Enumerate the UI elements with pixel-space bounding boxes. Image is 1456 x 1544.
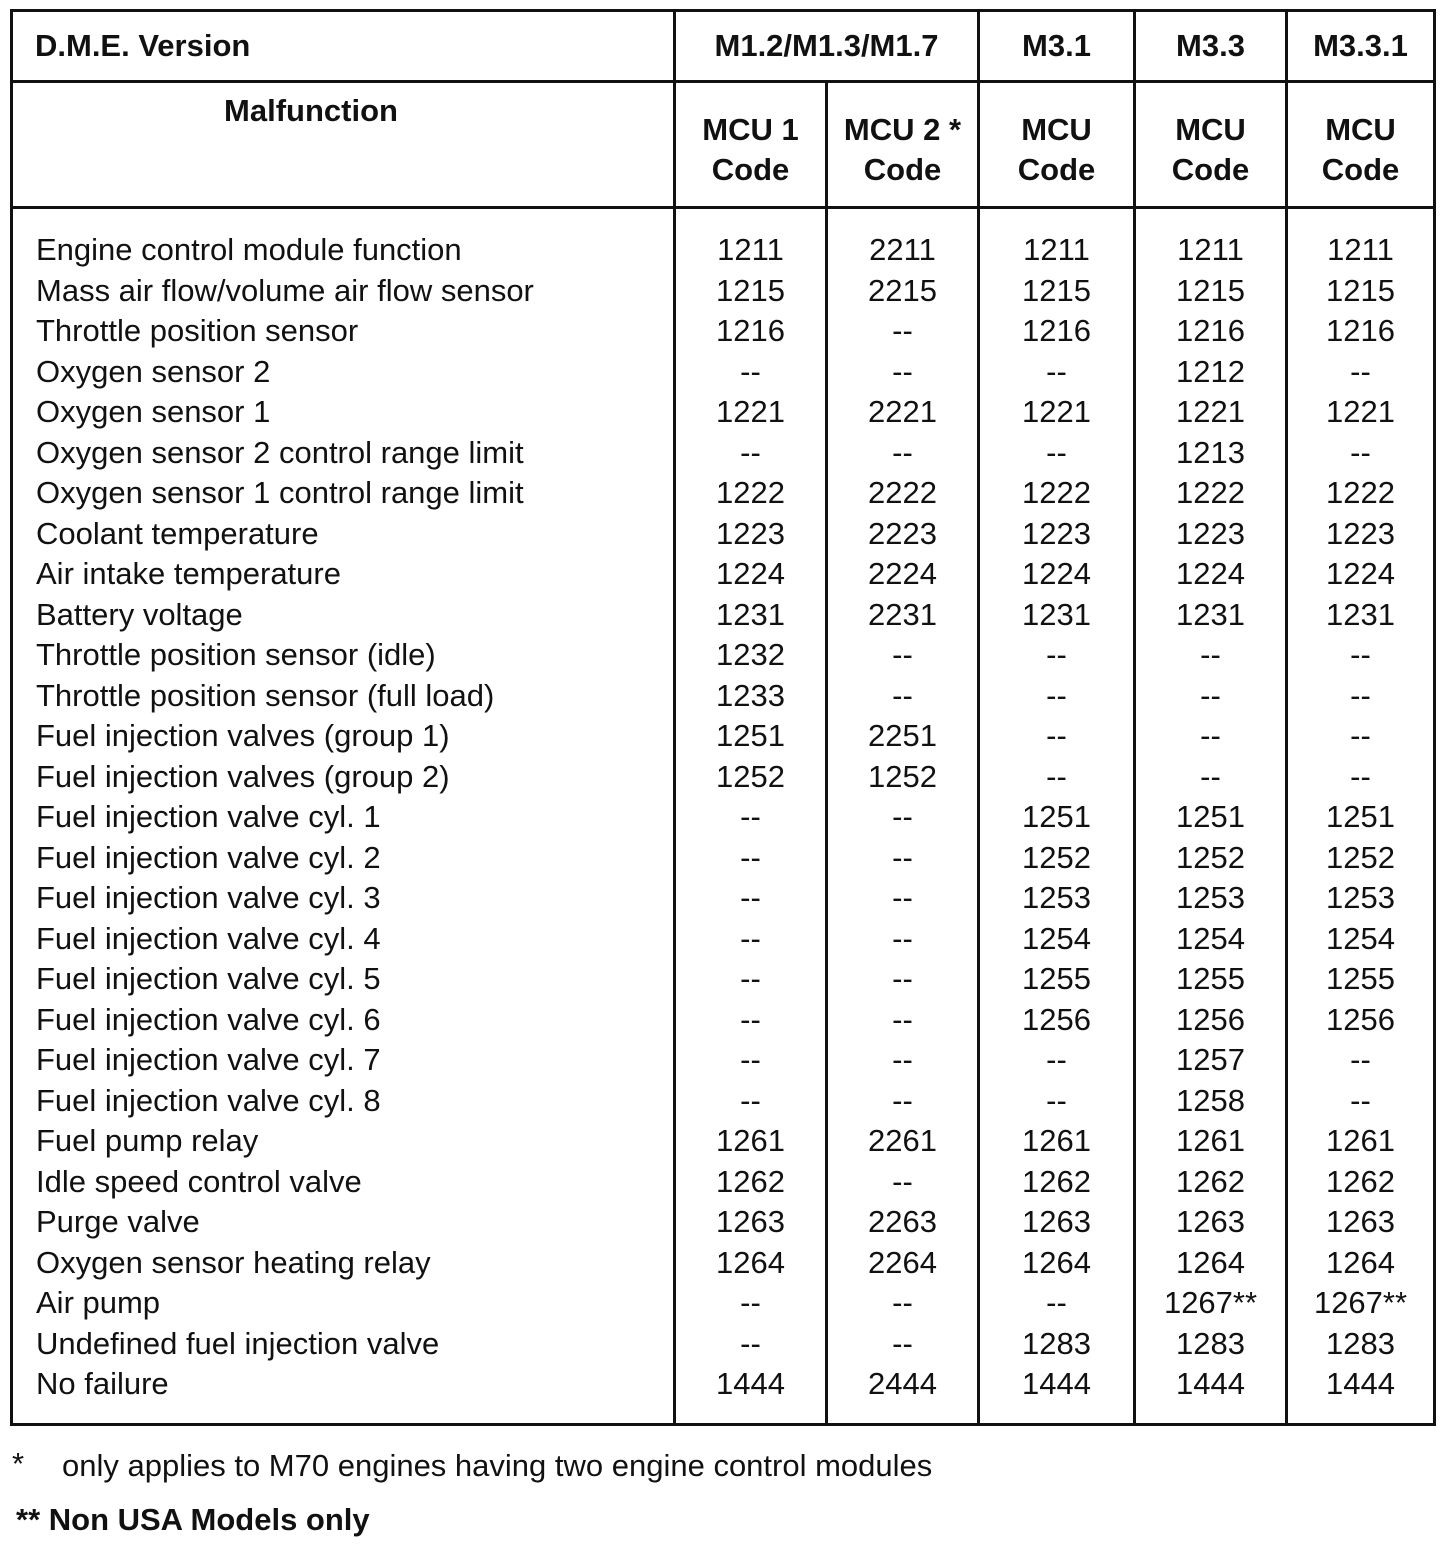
table-row <box>13 1162 1439 1203</box>
code-cell: -- <box>740 353 761 389</box>
code-cell: 1263 <box>1022 1204 1091 1239</box>
code-cell: 1264 <box>1326 1244 1395 1280</box>
malfunction-cell: Throttle position sensor (idle) <box>36 637 436 672</box>
code-cell: 1252 <box>868 758 937 794</box>
code-cell: 2211 <box>869 232 936 267</box>
malfunction-cell: Fuel injection valves (group 2) <box>36 758 450 794</box>
code-cell: -- <box>892 961 913 996</box>
table-row <box>13 352 1439 393</box>
table-row <box>13 1121 1439 1162</box>
table-row <box>13 1364 1439 1405</box>
code-cell: 2223 <box>868 515 937 551</box>
code-cell: 2221 <box>868 394 937 429</box>
table-row <box>13 635 1439 676</box>
code-cell: -- <box>740 839 761 875</box>
code-cell: 2222 <box>868 475 937 510</box>
code-cell: 2251 <box>868 718 937 753</box>
code-cell: -- <box>892 637 913 672</box>
table-row <box>13 838 1439 879</box>
table-row <box>13 554 1439 595</box>
code-cell: -- <box>740 1285 761 1320</box>
code-cell: 1211 <box>1177 232 1244 267</box>
table-row <box>13 716 1439 757</box>
subheader-line2: Code <box>1171 152 1250 187</box>
table-row <box>13 311 1439 352</box>
code-cell: -- <box>1350 758 1371 794</box>
table-row <box>13 919 1439 960</box>
malfunction-cell: No failure <box>36 1366 169 1401</box>
table-row <box>13 271 1439 312</box>
table-row <box>13 1202 1439 1243</box>
table-row <box>13 1000 1439 1041</box>
subheader-line1: MCU <box>1175 112 1246 147</box>
code-cell: 1215 <box>716 272 785 308</box>
code-cell: 1231 <box>716 596 785 632</box>
code-cell: 1211 <box>1327 232 1394 267</box>
code-cell: -- <box>1350 718 1371 753</box>
table-row <box>13 473 1439 514</box>
code-cell: -- <box>1350 1042 1371 1077</box>
code-cell: -- <box>1046 1082 1067 1118</box>
code-cell: 1261 <box>716 1123 785 1158</box>
dme-code-table <box>10 9 1436 1426</box>
code-cell: -- <box>892 880 913 915</box>
table-row <box>13 230 1439 271</box>
code-cell: 1231 <box>1022 596 1091 632</box>
malfunction-cell: Fuel injection valve cyl. 1 <box>36 799 381 834</box>
code-cell: 1215 <box>1176 272 1245 308</box>
code-cell: 1261 <box>1326 1123 1395 1158</box>
code-cell: 1444 <box>1022 1366 1091 1401</box>
code-cell: 1444 <box>716 1366 785 1401</box>
code-cell: -- <box>1046 758 1067 794</box>
code-cell: 1252 <box>1326 839 1395 875</box>
code-cell: -- <box>1350 637 1371 672</box>
table-row <box>13 392 1439 433</box>
code-cell: 2264 <box>868 1244 937 1280</box>
code-cell: 1221 <box>1326 394 1395 429</box>
code-cell: -- <box>1200 637 1221 672</box>
code-cell: 1216 <box>1176 313 1245 348</box>
malfunction-cell: Oxygen sensor 1 control range limit <box>36 475 524 510</box>
malfunction-cell: Oxygen sensor 1 <box>36 394 271 429</box>
code-cell: 2215 <box>868 272 937 308</box>
code-cell: 1251 <box>1022 799 1091 834</box>
code-cell: 1256 <box>1022 1001 1091 1037</box>
subheader-mcu1 <box>676 108 825 192</box>
code-cell: -- <box>740 1042 761 1077</box>
subheader-m331 <box>1288 108 1433 192</box>
code-cell: -- <box>740 1082 761 1118</box>
version-m1: M1.2/M1.3/M1.7 <box>714 28 939 63</box>
code-cell: 1251 <box>1176 799 1245 834</box>
code-cell: 1254 <box>1326 920 1395 956</box>
malfunction-cell: Purge valve <box>36 1204 200 1239</box>
code-cell: 1255 <box>1022 961 1091 996</box>
code-cell: 1231 <box>1176 596 1245 632</box>
subheader-line1: MCU <box>1021 112 1092 147</box>
code-cell: 1222 <box>1176 475 1245 510</box>
code-cell: 2444 <box>868 1366 937 1401</box>
code-cell: -- <box>740 880 761 915</box>
table-row <box>13 433 1439 474</box>
version-m331: M3.3.1 <box>1313 28 1408 63</box>
header-rule-2 <box>13 206 1433 209</box>
malfunction-cell: Undefined fuel injection valve <box>36 1325 440 1361</box>
code-cell: 1216 <box>716 313 785 348</box>
code-cell: 1262 <box>716 1163 785 1199</box>
subheader-line1: MCU 2 * <box>843 112 962 147</box>
code-cell: 2231 <box>868 596 937 632</box>
code-cell: -- <box>740 961 761 996</box>
code-cell: 1255 <box>1326 961 1395 996</box>
header-rule-1 <box>13 80 1433 83</box>
code-cell: 1444 <box>1176 1366 1245 1401</box>
malfunction-cell: Air intake temperature <box>36 556 341 591</box>
malfunction-cell: Throttle position sensor <box>36 313 359 348</box>
code-cell: -- <box>892 677 913 713</box>
table-row <box>13 797 1439 838</box>
subheader-m33 <box>1136 108 1285 192</box>
subheader-mcu2 <box>828 108 977 192</box>
code-cell: -- <box>1350 353 1371 389</box>
code-cell: -- <box>892 1082 913 1118</box>
code-cell: -- <box>1046 353 1067 389</box>
table-row <box>13 1324 1439 1365</box>
footnote-1-marker: * <box>12 1446 25 1481</box>
code-cell: 1267** <box>1313 1285 1408 1320</box>
code-cell: 1252 <box>1022 839 1091 875</box>
code-cell: 1224 <box>1176 556 1245 591</box>
table-row <box>13 878 1439 919</box>
code-cell: -- <box>892 1325 913 1361</box>
code-cell: 1255 <box>1176 961 1245 996</box>
code-cell: 1232 <box>716 637 785 672</box>
code-cell: 1221 <box>1022 394 1091 429</box>
malfunction-cell: Fuel injection valve cyl. 3 <box>36 880 381 915</box>
subheader-line1: MCU <box>1325 112 1396 147</box>
malfunction-cell: Fuel injection valve cyl. 5 <box>36 961 381 996</box>
malfunction-label: Malfunction <box>224 93 398 128</box>
code-cell: 1224 <box>1326 556 1395 591</box>
code-cell: -- <box>1350 434 1371 470</box>
code-cell: 1253 <box>1326 880 1395 915</box>
malfunction-cell: Fuel injection valve cyl. 2 <box>36 839 381 875</box>
malfunction-cell: Mass air flow/volume air flow sensor <box>36 272 534 308</box>
malfunction-cell: Oxygen sensor 2 control range limit <box>36 434 524 470</box>
subheader-line2: Code <box>1017 152 1096 187</box>
code-cell: 1223 <box>1022 515 1091 551</box>
code-cell: 1256 <box>1176 1001 1245 1037</box>
code-cell: 1251 <box>716 718 785 753</box>
code-cell: -- <box>1200 677 1221 713</box>
code-cell: -- <box>1046 434 1067 470</box>
code-cell: -- <box>740 1001 761 1037</box>
malfunction-cell: Air pump <box>36 1285 161 1320</box>
code-cell: 1221 <box>716 394 785 429</box>
version-m31: M3.1 <box>1022 28 1091 63</box>
code-cell: 1263 <box>716 1204 785 1239</box>
code-cell: 1254 <box>1176 920 1245 956</box>
code-cell: -- <box>1200 718 1221 753</box>
code-cell: -- <box>740 920 761 956</box>
code-cell: 1251 <box>1326 799 1395 834</box>
code-cell: 1256 <box>1326 1001 1395 1037</box>
malfunction-cell: Battery voltage <box>36 596 243 632</box>
version-m33: M3.3 <box>1176 28 1245 63</box>
code-cell: 1216 <box>1326 313 1395 348</box>
code-cell: 1261 <box>1022 1123 1091 1158</box>
subheader-line2: Code <box>863 152 942 187</box>
code-cell: 1257 <box>1176 1042 1245 1077</box>
code-cell: 1231 <box>1326 596 1395 632</box>
code-cell: 1283 <box>1176 1325 1245 1361</box>
code-cell: 1222 <box>716 475 785 510</box>
malfunction-cell: Fuel injection valve cyl. 6 <box>36 1001 381 1037</box>
table-row <box>13 1081 1439 1122</box>
code-cell: 1222 <box>1022 475 1091 510</box>
code-cell: 1211 <box>1023 232 1090 267</box>
code-cell: 1215 <box>1326 272 1395 308</box>
code-cell: 1252 <box>1176 839 1245 875</box>
footnote-2-text: ** Non USA Models only <box>16 1502 370 1537</box>
malfunction-cell: Oxygen sensor heating relay <box>36 1244 431 1280</box>
code-cell: -- <box>892 1285 913 1320</box>
code-cell: 2261 <box>868 1123 937 1158</box>
code-cell: 2263 <box>868 1204 937 1239</box>
malfunction-cell: Fuel pump relay <box>36 1123 259 1158</box>
code-cell: 1283 <box>1022 1325 1091 1361</box>
subheader-m31 <box>980 108 1133 192</box>
code-cell: -- <box>892 799 913 834</box>
code-cell: 2224 <box>868 556 937 591</box>
code-cell: -- <box>892 313 913 348</box>
code-cell: -- <box>892 1001 913 1037</box>
code-cell: 1223 <box>1176 515 1245 551</box>
code-cell: -- <box>892 839 913 875</box>
code-cell: 1254 <box>1022 920 1091 956</box>
code-cell: 1224 <box>716 556 785 591</box>
code-cell: 1223 <box>1326 515 1395 551</box>
malfunction-cell: Fuel injection valve cyl. 7 <box>36 1042 381 1077</box>
code-cell: 1215 <box>1022 272 1091 308</box>
malfunction-cell: Fuel injection valve cyl. 4 <box>36 920 381 956</box>
code-cell: -- <box>740 799 761 834</box>
malfunction-cell: Throttle position sensor (full load) <box>36 677 495 713</box>
code-cell: 1221 <box>1176 394 1245 429</box>
code-cell: 1258 <box>1176 1082 1245 1118</box>
malfunction-cell: Fuel injection valve cyl. 8 <box>36 1082 381 1118</box>
code-cell: -- <box>1046 637 1067 672</box>
malfunction-cell: Oxygen sensor 2 <box>36 353 271 389</box>
code-cell: 1223 <box>716 515 785 551</box>
code-cell: -- <box>740 1325 761 1361</box>
table-row <box>13 1243 1439 1284</box>
code-cell: -- <box>1350 1082 1371 1118</box>
code-cell: 1264 <box>1176 1244 1245 1280</box>
code-cell: 1222 <box>1326 475 1395 510</box>
table-row <box>13 757 1439 798</box>
table-row <box>13 959 1439 1000</box>
code-cell: 1263 <box>1176 1204 1245 1239</box>
code-cell: 1262 <box>1176 1163 1245 1199</box>
code-cell: 1213 <box>1176 434 1245 470</box>
code-cell: -- <box>1350 677 1371 713</box>
dme-version-label: D.M.E. Version <box>35 28 251 63</box>
table-row <box>13 595 1439 636</box>
code-cell: 1264 <box>1022 1244 1091 1280</box>
code-cell: 1261 <box>1176 1123 1245 1158</box>
code-cell: 1233 <box>716 677 785 713</box>
table-row <box>13 1040 1439 1081</box>
malfunction-cell: Idle speed control valve <box>36 1163 362 1199</box>
footnote-1-text: only applies to M70 engines having two engine control modules <box>62 1448 933 1483</box>
code-cell: -- <box>740 434 761 470</box>
code-cell: 1264 <box>716 1244 785 1280</box>
code-cell: 1262 <box>1022 1163 1091 1199</box>
code-cell: 1262 <box>1326 1163 1395 1199</box>
code-cell: 1224 <box>1022 556 1091 591</box>
malfunction-cell: Coolant temperature <box>36 515 319 551</box>
code-cell: 1263 <box>1326 1204 1395 1239</box>
code-cell: -- <box>1046 677 1067 713</box>
code-cell: 1444 <box>1326 1366 1395 1401</box>
code-cell: 1252 <box>716 758 785 794</box>
code-cell: -- <box>1046 1042 1067 1077</box>
code-cell: 1211 <box>717 232 784 267</box>
code-cell: -- <box>892 434 913 470</box>
code-cell: -- <box>1046 718 1067 753</box>
subheader-line2: Code <box>711 152 790 187</box>
subheader-line1: MCU 1 <box>702 112 799 147</box>
code-cell: -- <box>892 1163 913 1199</box>
subheader-line2: Code <box>1321 152 1400 187</box>
code-cell: 1216 <box>1022 313 1091 348</box>
table-row <box>13 514 1439 555</box>
code-cell: 1253 <box>1022 880 1091 915</box>
code-cell: 1267** <box>1163 1285 1258 1320</box>
malfunction-cell: Engine control module function <box>36 232 462 267</box>
code-cell: -- <box>1046 1285 1067 1320</box>
code-cell: 1212 <box>1176 353 1245 389</box>
code-cell: 1253 <box>1176 880 1245 915</box>
code-cell: -- <box>892 1042 913 1077</box>
code-cell: -- <box>1200 758 1221 794</box>
code-cell: -- <box>892 920 913 956</box>
code-cell: -- <box>892 353 913 389</box>
code-cell: 1283 <box>1326 1325 1395 1361</box>
table-row <box>13 1283 1439 1324</box>
malfunction-cell: Fuel injection valves (group 1) <box>36 718 450 753</box>
table-row <box>13 676 1439 717</box>
